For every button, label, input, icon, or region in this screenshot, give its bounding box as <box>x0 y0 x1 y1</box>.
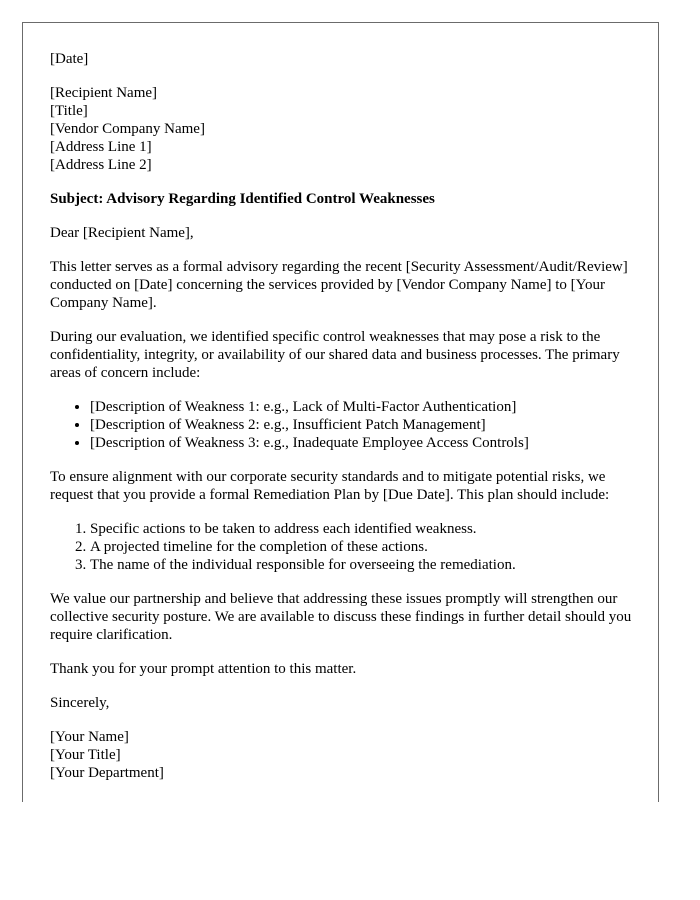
weakness-item: • [Description of Weakness 1: e.g., Lack of Multi-Factor Authentication] <box>90 398 640 416</box>
weakness-list <box>50 398 640 452</box>
letter-subject: Subject: Advisory Regarding Identified Control Weaknesses <box>50 191 435 207</box>
recipient-title: [Title] <box>50 103 88 119</box>
weakness-item: • [Description of Weakness 3: e.g., Inadequate Employee Access Controls] <box>90 434 640 452</box>
paragraph-evaluation: During our evaluation, we identified specific control weaknesses that may pose a risk to the confidentiality, integrity, or availability of our shared data and business processes. The primary areas of concern include: <box>50 329 620 381</box>
paragraph-thanks: Thank you for your prompt attention to this matter. <box>50 661 357 677</box>
paragraph-partnership: We value our partnership and believe that addressing these issues promptly will strengthen our collective security posture. We are available to discuss these findings in further detail should you require clarification. <box>50 591 632 643</box>
weakness-item: • [Description of Weakness 2: e.g., Insufficient Patch Management] <box>90 416 640 434</box>
recipient-address-line-1: [Address Line 1] <box>50 139 152 155</box>
signature-block <box>50 728 640 782</box>
paragraph-request: To ensure alignment with our corporate security standards and to mitigate potential risks, we request that you provide a formal Remediation Plan by [Due Date]. This plan should include: <box>50 469 610 503</box>
recipient-address-line-2: [Address Line 2] <box>50 157 152 173</box>
plan-item: 1. Specific actions to be taken to address each identified weakness. <box>90 520 640 538</box>
letter-body <box>50 50 640 782</box>
paragraph-intro: This letter serves as a formal advisory regarding the recent [Security Assessment/Audit/Review] conducted on [Date] concerning the services provided by [Vendor Company Name] to [Your Company Name]. <box>50 259 628 311</box>
plan-item: 2. A projected timeline for the completion of these actions. <box>90 538 640 556</box>
recipient-name: [Recipient Name] <box>50 85 158 101</box>
recipient-company: [Vendor Company Name] <box>50 121 205 137</box>
signature-title: [Your Title] <box>50 747 121 763</box>
plan-item: 3. The name of the individual responsible for overseeing the remediation. <box>90 556 640 574</box>
signature-name: [Your Name] <box>50 729 129 745</box>
letter-date: [Date] <box>50 51 89 67</box>
signature-department: [Your Department] <box>50 765 164 781</box>
salutation: Dear [Recipient Name], <box>50 225 194 241</box>
remediation-plan-list <box>50 520 640 574</box>
recipient-address <box>50 84 640 174</box>
closing: Sincerely, <box>50 695 110 711</box>
letter-page <box>22 22 659 802</box>
